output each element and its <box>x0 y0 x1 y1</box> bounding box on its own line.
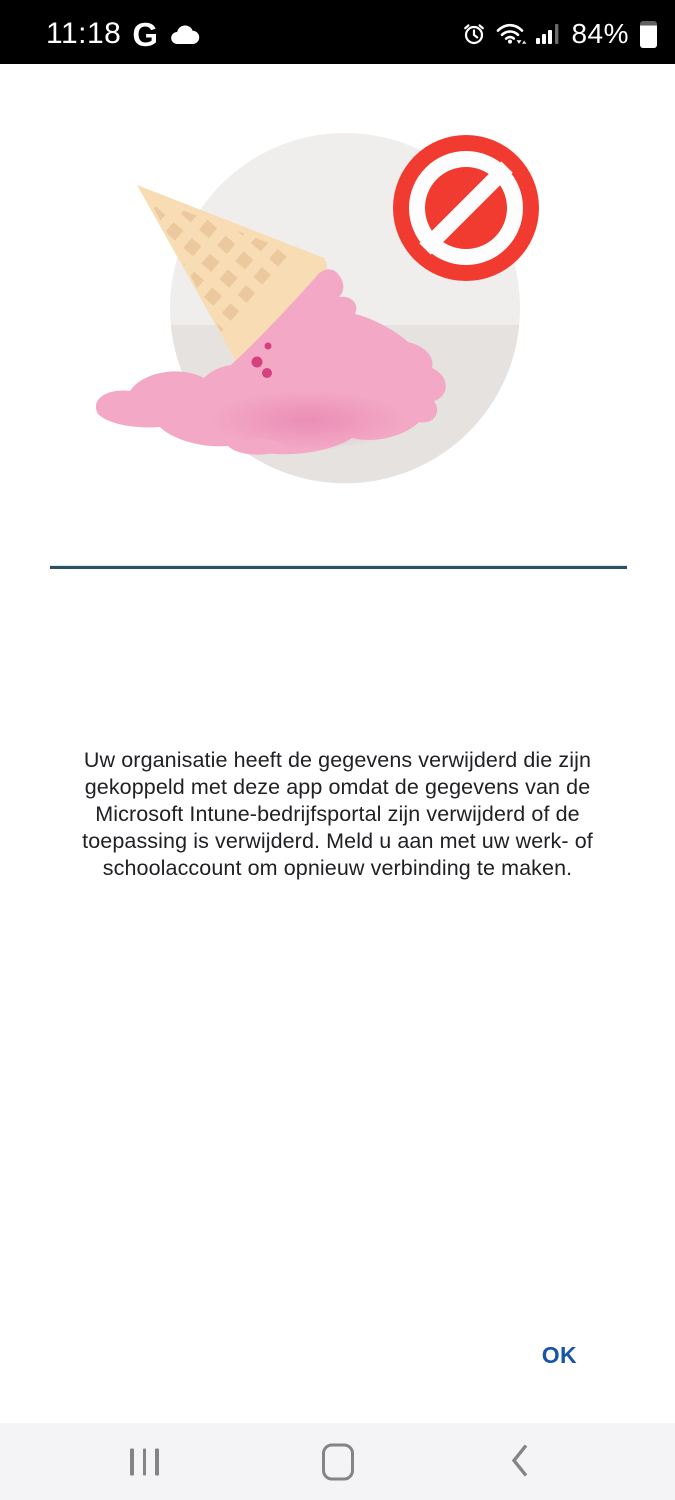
battery-icon <box>640 21 657 48</box>
recents-icon <box>130 1448 159 1475</box>
android-nav-bar <box>0 1423 675 1500</box>
alarm-icon <box>462 22 486 46</box>
weather-cloud-icon <box>169 23 200 45</box>
melted-ice-cream-illustration <box>90 128 550 490</box>
dialog-message: Uw organisatie heeft de gegevens verwijderd die zijn gekoppeld met deze app omdat de gegevens van de Microsoft Intune-bedrijfsportal zijn verwijderd of de toepassing is verwijderd. Meld u aan met uw werk- of schoolaccount om opnieuw verbinding te maken. <box>82 748 593 880</box>
wifi-icon <box>495 21 527 47</box>
battery-percent: 84% <box>571 18 629 49</box>
divider-line <box>50 565 627 569</box>
signal-strength-icon <box>536 21 562 47</box>
blocked-icon <box>393 135 539 281</box>
ok-button[interactable]: OK <box>540 1338 579 1373</box>
status-bar-left <box>46 17 200 51</box>
home-icon <box>322 1443 354 1480</box>
back-icon <box>510 1442 529 1478</box>
clock: 11:18 <box>46 17 122 50</box>
recents-button[interactable] <box>124 1442 165 1481</box>
google-notification-icon: G <box>132 15 159 53</box>
back-button[interactable] <box>504 1436 535 1487</box>
home-button[interactable] <box>316 1437 360 1486</box>
status-bar-right <box>462 18 657 50</box>
status-bar <box>0 0 675 64</box>
